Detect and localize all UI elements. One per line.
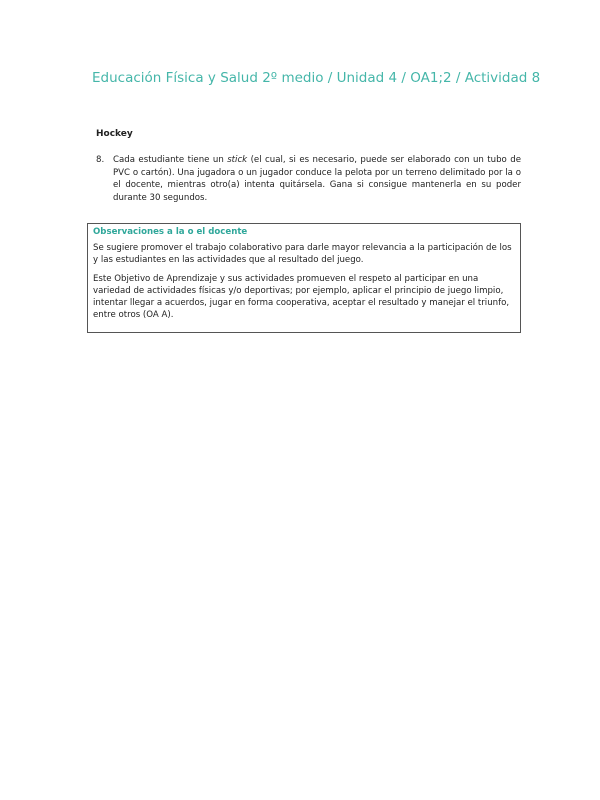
activity-number: 8. — [96, 155, 105, 165]
observations-paragraph: Este Objetivo de Aprendizaje y sus actividades promueven el respeto al participar en una variedad de actividades físicas y/o deportivas; por ejemplo, aplicar el principio de juego limpio, intentar llegar a acuerdos, jugar en forma cooperativa, aceptar el resultado y manejar el triunfo, entre otros (OA A). — [93, 273, 510, 321]
observations-box — [87, 223, 521, 333]
observations-title: Observaciones a la o el docente — [93, 227, 248, 237]
activity-item — [96, 154, 521, 204]
page-header: Educación Física y Salud 2º medio / Unidad 4 / OA1;2 / Actividad 8 — [92, 70, 541, 86]
observations-paragraph: Se sugiere promover el trabajo colaborativo para darle mayor relevancia a la participación de los y las estudiantes en las actividades que al resultado del juego. — [93, 243, 512, 266]
activity-text-start: Cada estudiante tiene un — [113, 155, 228, 165]
activity-text-italic: stick — [227, 155, 248, 165]
activity-text-end: (el cual, si es necesario, puede ser elaborado con un tubo de PVC o cartón). Una jugadora o un jugador conduce la pelota por un terreno delimitado por la o el docente, mientras otro(a) intenta quitársela. Gana si consigue mantenerla en su poder durante 30 segundos. — [113, 155, 521, 203]
activity-text — [113, 154, 521, 204]
section-title: Hockey — [96, 129, 133, 139]
